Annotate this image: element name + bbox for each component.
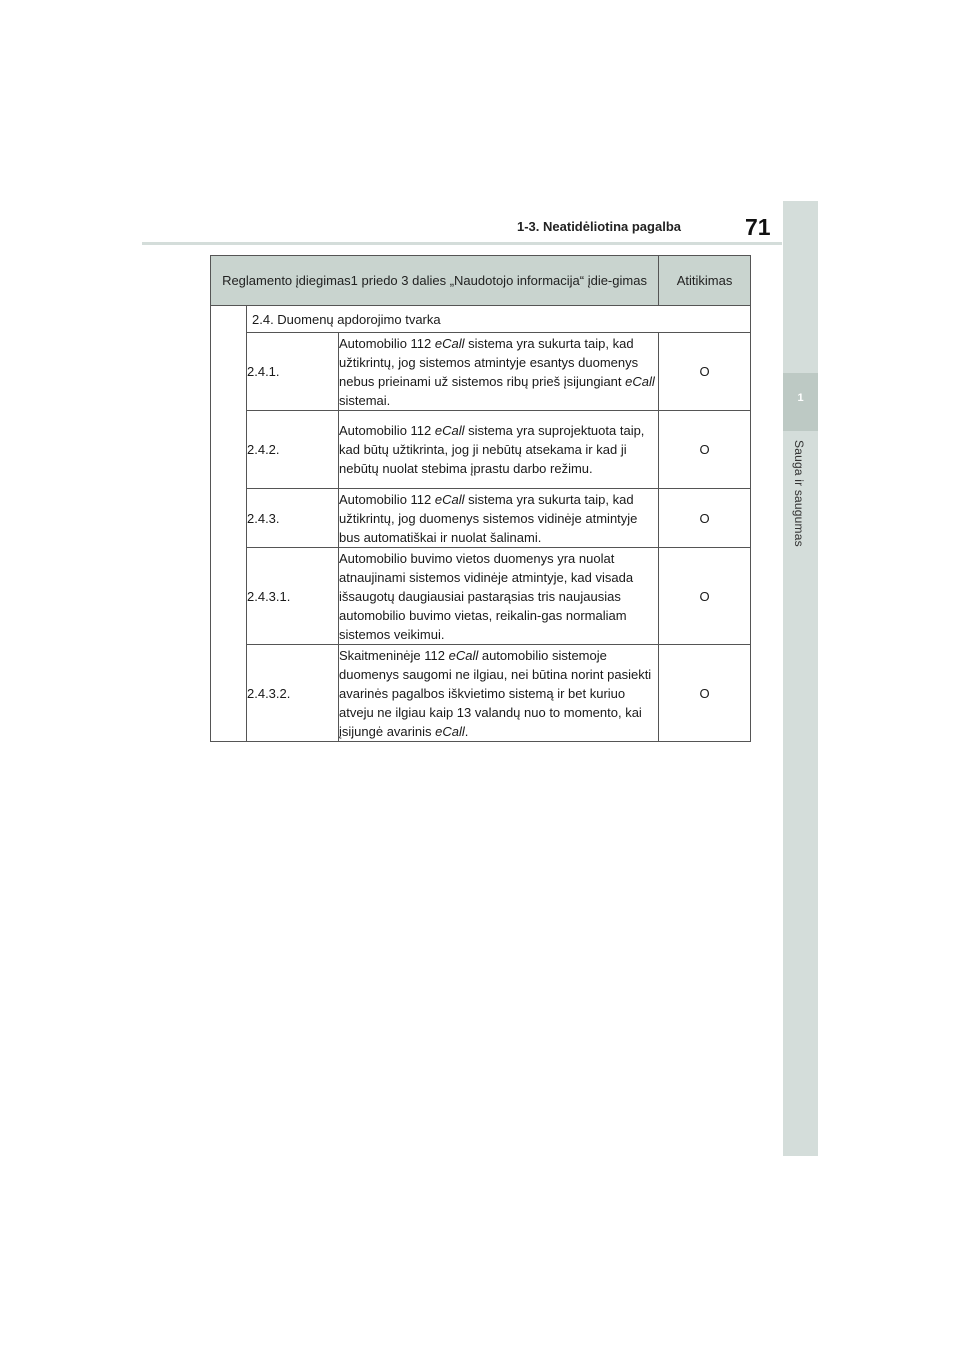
row-compliance: O [659,411,751,489]
header-divider [142,242,782,245]
row-compliance: O [659,489,751,548]
row-id: 2.4.2. [247,411,339,489]
table-row [211,645,751,742]
section-heading: 2.4. Duomenų apdorojimo tvarka [247,306,751,333]
column-header-compliance: Atitikimas [659,256,751,306]
row-id: 2.4.3.2. [247,645,339,742]
row-compliance: O [659,333,751,411]
table-row [211,489,751,548]
requirements-table [210,255,751,742]
indent-cell [211,306,247,742]
table-row [211,548,751,645]
table-row [211,333,751,411]
row-description: Automobilio buvimo vietos duomenys yra nuolat atnaujinami sistemos vidinėje atmintyje, kad visada išsaugotų daugiausiai pastarąsias tris naujausias automobilio buvimo vietas, reikalin-gas normaliam sistemos veikimui. [339,548,659,645]
row-compliance: O [659,548,751,645]
row-description: Automobilio 112 eCall sistema yra sukurta taip, kad užtikrintų, jog duomenys sistemos vidinėje atmintyje bus automatiškai ir nuolat šalinami. [339,489,659,548]
row-id: 2.4.3. [247,489,339,548]
row-compliance: O [659,645,751,742]
row-id: 2.4.1. [247,333,339,411]
row-id: 2.4.3.1. [247,548,339,645]
row-description: Skaitmeninėje 112 eCall automobilio sistemoje duomenys saugomi ne ilgiau, nei būtina norint pasiekti avarinės pagalbos iškvietimo sistemą ir bet kuriuo atveju ne ilgiau kaip 13 valandų nuo to momento, kai įsijungė avarinis eCall. [339,645,659,742]
section-row [211,306,751,333]
chapter-number: 1 [797,392,804,404]
table-row [211,411,751,489]
row-description: Automobilio 112 eCall sistema yra sukurta taip, kad užtikrintų, jog sistemos atmintyje esantys duomenys nebus prieinami už sistemos ribų prieš įsijungiant eCall sistemai. [339,333,659,411]
page-number: 71 [745,214,771,240]
chapter-side-tab [783,201,818,1156]
row-description: Automobilio 112 eCall sistema yra suprojektuota taip, kad būtų užtikrinta, jog ji nebūtų atsekama ir kad ji nebūtų nuolat stebima įprastu darbo režimu. [339,411,659,489]
column-header-requirement: Reglamento įdiegimas1 priedo 3 dalies „Naudotojo informacija“ įdie-gimas [211,256,659,306]
section-title: 1-3. Neatidėliotina pagalba [517,219,681,234]
chapter-label: Sauga ir saugumas [792,440,806,547]
table-header-row [211,256,751,306]
